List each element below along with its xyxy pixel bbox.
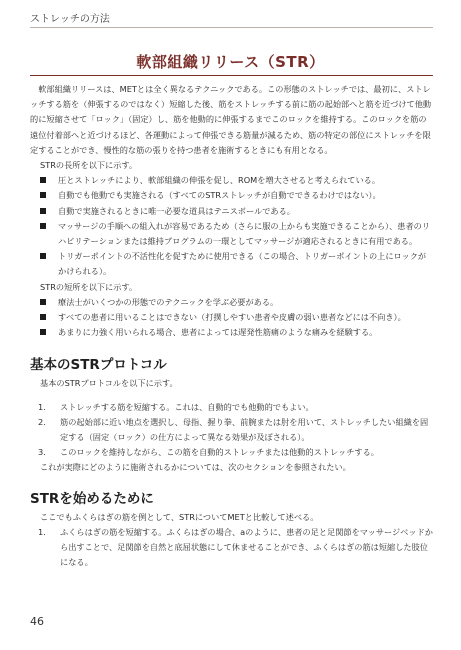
- benefits-intro: STRの長所を以下に示す。: [40, 160, 138, 171]
- benefit-text: 自動でも他動でも実施される（すべてのSTRストレッチが自動でできるわけではない）。: [58, 190, 381, 201]
- getting-started-step: [36, 525, 433, 571]
- benefit-item: [34, 204, 433, 219]
- protocol-step: [36, 415, 433, 445]
- bullet-square-icon: [40, 253, 46, 259]
- protocol-note: これが実際にどのように施術されるかについては、次のセクションを参照されたい。: [40, 462, 351, 473]
- benefit-item: [34, 173, 433, 188]
- protocol-steps: [30, 400, 433, 461]
- drawback-item: [34, 295, 433, 310]
- benefit-text: 自動で実施されるときに唯一必要な道具はテニスボールである。: [58, 205, 295, 216]
- bullet-square-icon: [40, 177, 46, 183]
- benefit-item: [34, 219, 433, 249]
- header-rule: [30, 27, 433, 28]
- step-number: 1.: [38, 401, 46, 412]
- step-text: このロックを維持しながら、この筋を自動的ストレッチまたは他動的ストレッチする。: [60, 447, 379, 458]
- getting-started-heading: STRを始めるために: [30, 490, 154, 507]
- bullet-square-icon: [40, 299, 46, 305]
- bullet-square-icon: [40, 223, 46, 229]
- step-number: 2.: [38, 416, 46, 427]
- title-underline: [30, 75, 433, 76]
- page-number: 46: [30, 615, 44, 628]
- drawback-text: すべての患者に用いることはできない（打撲しやすい患者や皮膚の弱い患者などには不向き）。: [58, 312, 406, 323]
- drawback-item: [34, 310, 433, 325]
- benefit-text: 圧とストレッチにより、軟部組織の伸張を促し、ROMを増大させると考えられている。: [58, 175, 381, 186]
- bullet-square-icon: [40, 208, 46, 214]
- protocol-step: [36, 400, 433, 415]
- protocol-step: [36, 445, 433, 460]
- step-text: ストレッチする筋を短縮する。これは、自動的でも他動的でもよい。: [60, 401, 314, 412]
- benefit-text: トリガーポイントの不活性化を促すために使用できる（この場合、トリガーポイントの上にロックがかけられる）。: [58, 251, 427, 277]
- drawback-text: 療法士がいくつかの形態でのテクニックを学ぶ必要がある。: [58, 296, 279, 307]
- bullet-square-icon: [40, 314, 46, 320]
- section-title: 軟部組織リリース（STR）: [136, 53, 325, 71]
- protocol-heading: 基本のSTRプロトコル: [30, 357, 167, 374]
- protocol-intro: 基本のSTRプロトコルを以下に示す。: [40, 378, 178, 389]
- drawback-text: あまりに力強く用いられる場合、患者によっては遅発性筋痛のような痛みを経験する。: [58, 327, 378, 338]
- running-head: ストレッチの方法: [30, 14, 110, 25]
- step-number: 1.: [38, 526, 46, 537]
- drawback-item: [34, 325, 433, 340]
- benefit-text: マッサージの手順への組入れが容易であるため（さらに服の上からも実施できることから）、患者のリハビリテーションまたは維持プログラムの一環としてマッサージが適応されるときに有用である。: [58, 220, 431, 247]
- benefit-item: [34, 249, 433, 279]
- drawbacks-intro: STRの短所を以下に示す。: [40, 281, 138, 292]
- getting-started-intro: ここでもふくらはぎの筋を例として、STRについてMETと比較して述べる。: [40, 511, 319, 522]
- step-number: 3.: [38, 447, 46, 458]
- step-text: ふくらはぎの筋を短縮する。ふくらはぎの場合、aのように、患者の足と足関節をマッサージベッドから出すことで、足関節を自然と底屈状態にして休ませることができ、ふくらはぎの筋は短縮した肢位になる。: [60, 526, 433, 568]
- bullet-square-icon: [40, 329, 46, 335]
- benefit-item: [34, 188, 433, 203]
- benefits-list: [30, 173, 433, 279]
- getting-started-steps: [30, 525, 433, 571]
- intro-paragraph: 軟部組織リリースは、METとは全く異なるテクニックである。この形態のストレッチでは、最初に、ストレッチする筋を（伸張するのではなく）短縮した後、筋をストレッチする前に筋の起始部へと筋を近づけて他動的に短縮させて「ロック」（固定）し、筋を他動的に伸張するまでこのロックを維持する。このロックを筋の遠位付着部へと近づけるほど、各運動によって伸張できる筋量が減るため、筋の特定の部位にストレッチを限定することができ、慢性的な筋の張りを持つ患者を施術するときにも有用となる。: [30, 84, 432, 155]
- step-text: 筋の起始部に近い地点を選択し、母指、握り拳、前腕または肘を用いて、ストレッチしたい組織を固定する（固定（ロック）の仕方によって異なる効果が及ぼされる）。: [60, 416, 429, 443]
- drawbacks-list: [30, 295, 433, 341]
- body-content: [30, 82, 433, 570]
- bullet-square-icon: [40, 192, 46, 198]
